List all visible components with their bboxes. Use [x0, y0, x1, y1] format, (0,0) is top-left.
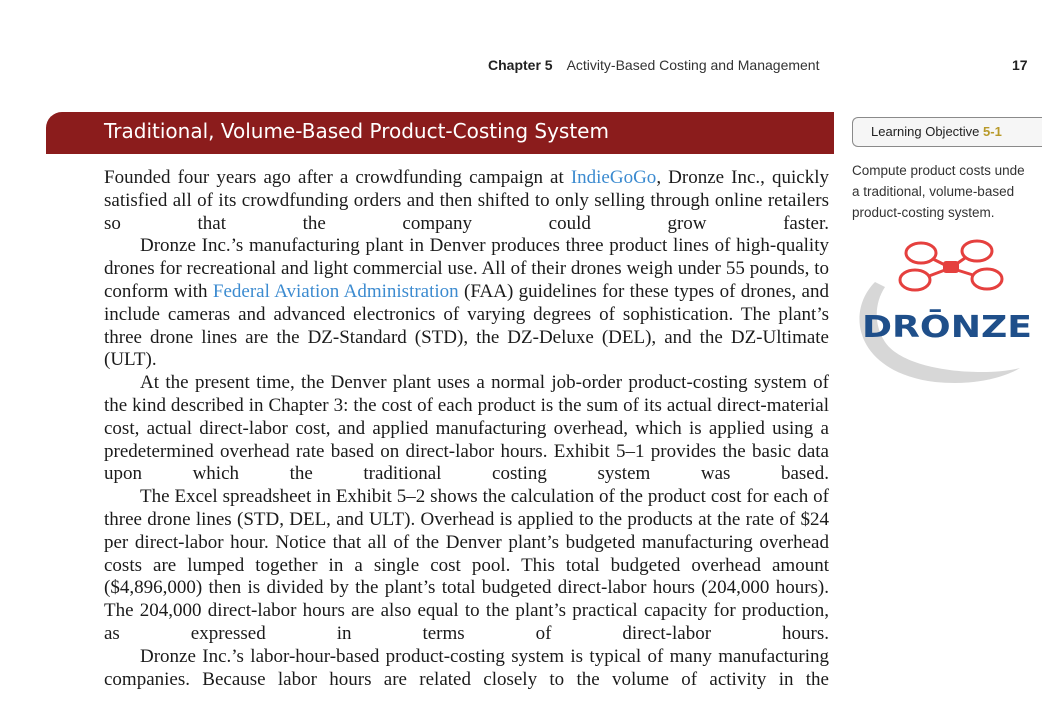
- running-head: [488, 57, 820, 73]
- objective-line: product-costing system.: [852, 205, 995, 220]
- paragraph-5: Dronze Inc.’s labor-hour-based product-costing system is typical of many manufacturing companies. Because labor hours are related closely to the volume of activity in the: [104, 645, 829, 690]
- section-title: Traditional, Volume-Based Product-Costing System: [104, 119, 609, 143]
- chapter-title: Activity-Based Costing and Management: [566, 57, 820, 73]
- page-number: 17: [1012, 57, 1028, 73]
- learning-objective-text: [852, 160, 1042, 223]
- logo-text: DRŌNZE: [862, 310, 1003, 345]
- learning-objective-number: 5-1: [983, 124, 1002, 139]
- objective-line: a traditional, volume-based: [852, 184, 1015, 199]
- paragraph-1: Founded four years ago after a crowdfunding campaign at IndieGoGo, Dronze Inc., quickly satisfied all of its crowdfunding orders and then shifted to only selling through online retailers so that the company could grow faster.: [104, 167, 829, 234]
- chapter-label: Chapter 5: [488, 57, 553, 73]
- dronze-logo: [845, 232, 1035, 392]
- paragraph-3: At the present time, the Denver plant uses a normal job-order product-costing system of the kind described in Chapter 3: the cost of each product is the sum of its actual direct-material cost, actual direct-labor cost, and applied manufacturing overhead, which is applied using a predetermined overhead rate based on direct-labor hours. Exhibit 5–1 provides the basic data upon which the traditional costing system was based.: [104, 372, 829, 485]
- objective-line: Compute product costs unde: [852, 163, 1025, 178]
- indiegogo-link[interactable]: IndieGoGo: [570, 167, 657, 188]
- drone-body: [943, 261, 959, 273]
- learning-objective-badge: [852, 117, 1042, 147]
- section-banner: [46, 112, 834, 154]
- paragraph-2: Dronze Inc.’s manufacturing plant in Denver produces three product lines of high-quality drones for recreational and light commercial use. All of their drones weigh under 55 pounds, to conform with Federal Aviation Administration (FAA) guidelines for these types of drones, and include cameras and advanced electronics of varying degrees of sophistication. The plant’s three drone lines are the DZ-Standard (STD), the DZ-Deluxe (DEL), and the DZ-Ultimate (ULT).: [104, 235, 829, 371]
- body-text: [104, 167, 829, 691]
- paragraph-4: The Excel spreadsheet in Exhibit 5–2 shows the calculation of the product cost for each of three drone lines (STD, DEL, and ULT). Overhead is applied to the products at the rate of $24 per direct-labor hour. Notice that all of the Denver plant’s budgeted manufacturing overhead costs are lumped together in a single cost pool. This total budgeted overhead amount ($4,896,000) then is divided by the plant’s total budgeted direct-labor hours (204,000 hours). The 204,000 direct-labor hours are also equal to the plant’s practical capacity for production, as expressed in terms of direct-labor hours.: [104, 486, 829, 644]
- learning-objective-label: Learning Objective: [871, 124, 980, 139]
- faa-link[interactable]: Federal Aviation Administration: [212, 280, 459, 302]
